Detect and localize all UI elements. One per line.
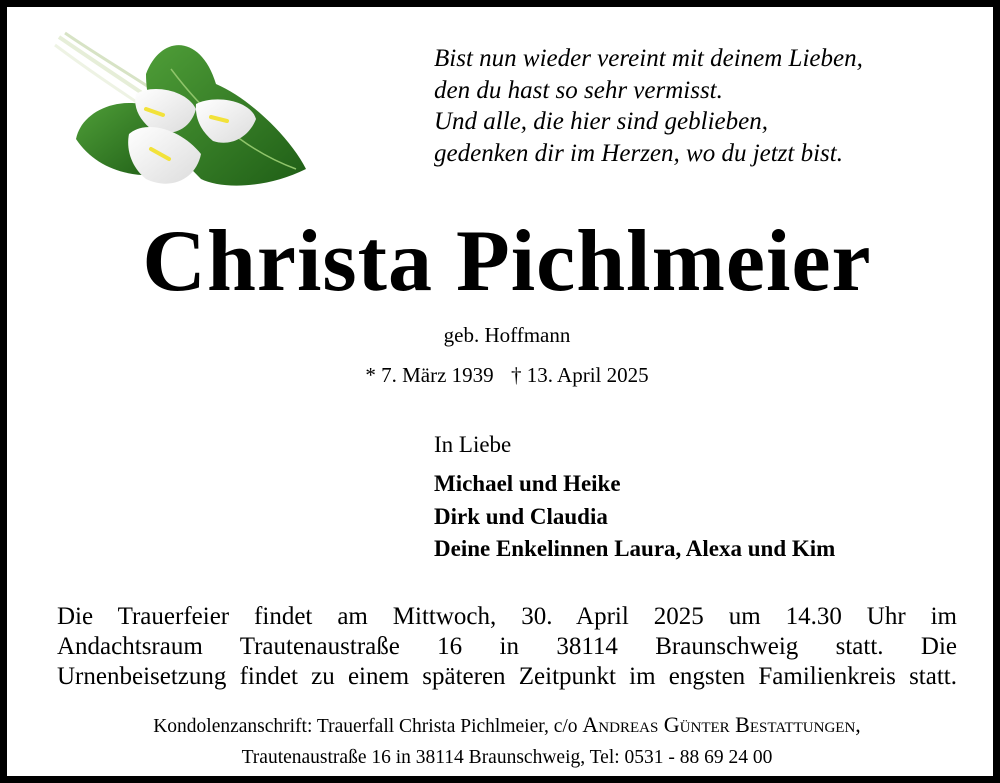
condolence-address (7, 709, 1000, 773)
condolence-line-1 (7, 709, 1000, 742)
mourner-name: Dirk und Claudia (434, 503, 608, 529)
ceremony-line: Andachtsraum Trautenaustraße 16 in 38114 Braunschweig statt. Die (57, 633, 957, 660)
life-dates (7, 362, 1000, 388)
funeral-home-name: Andreas Günter Bestattungen, (582, 712, 861, 737)
ceremony-line: Urnenbeisetzung findet zu einem späteren Zeitpunkt im engsten Familienkreis statt. (57, 663, 957, 690)
poem (434, 43, 974, 169)
condolence-prefix: Kondolenzanschrift: Trauerfall Christa Pichlmeier, c/o (153, 716, 583, 737)
birth-date: * 7. März 1939 (365, 363, 494, 387)
poem-line: Bist nun wieder vereint mit deinem Lieben, (434, 45, 863, 72)
mourners-intro: In Liebe (434, 432, 512, 457)
poem-line: den du hast so sehr vermisst. (434, 76, 723, 104)
condolence-line-2: Trautenaustraße 16 in 38114 Braunschweig, Tel: 0531 - 88 69 24 00 (241, 747, 773, 768)
maiden-name: geb. Hoffmann (443, 323, 571, 347)
poem-line: Und alle, die hier sind geblieben, (434, 108, 768, 135)
calla-lily-icon (51, 29, 311, 199)
mourners-list (434, 468, 835, 566)
mourner-name: Deine Enkelinnen Laura, Alexa und Kim (434, 536, 836, 561)
ceremony-line: Die Trauerfeier findet am Mittwoch, 30. April 2025 um 14.30 Uhr im (57, 603, 957, 630)
deceased-name: Christa Pichlmeier (142, 213, 872, 310)
ceremony-notice (57, 602, 957, 692)
mourner-name: Michael und Heike (434, 471, 621, 496)
poem-line: gedenken dir im Herzen, wo du jetzt bist. (434, 139, 843, 167)
death-date: † 13. April 2025 (510, 363, 649, 387)
